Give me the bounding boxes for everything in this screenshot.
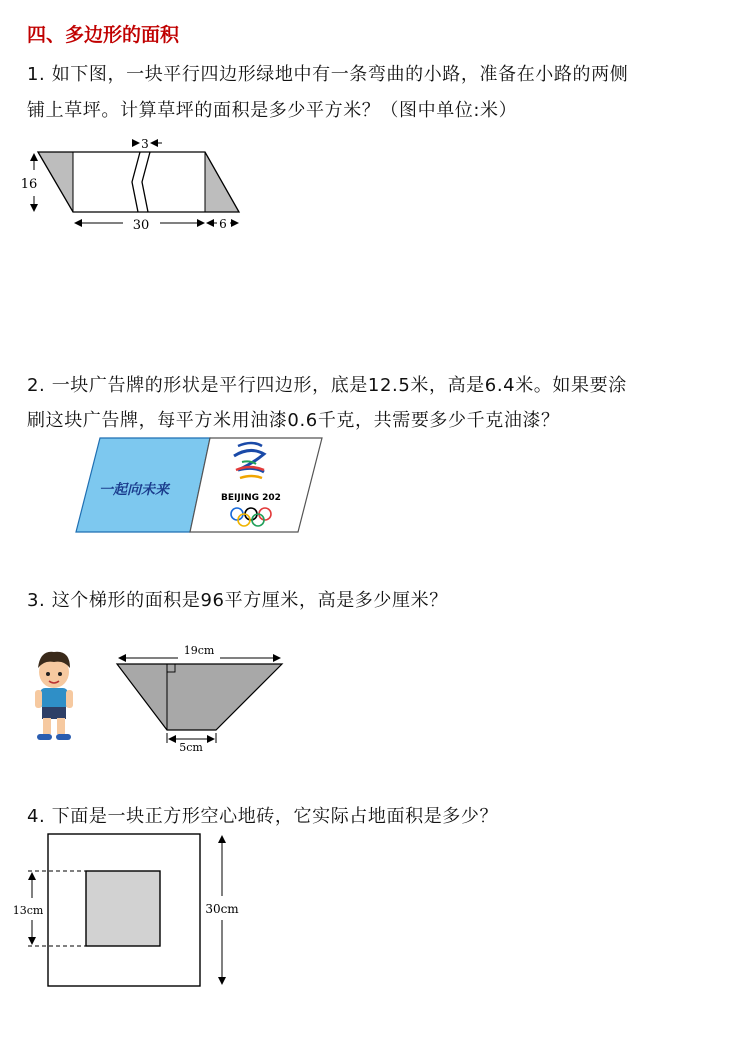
- q4-inner-square: [86, 871, 160, 946]
- q3-text-line1: 3. 这个梯形的面积是96平方厘米，高是多少厘米？: [27, 590, 448, 611]
- q3-top-label: 19cm: [183, 644, 215, 657]
- boy-cartoon-icon: [24, 650, 84, 745]
- q3-bottom-label: 5cm: [179, 741, 203, 754]
- q1-height-label: 16: [20, 177, 38, 192]
- q1-offset-label: 6: [219, 217, 227, 231]
- q1-text-line2: 铺上草坪。计算草坪的面积是多少平方米？（图中单位:米）: [27, 100, 518, 121]
- q1-base-label: 30: [132, 218, 150, 233]
- q3-trapezoid: [117, 664, 282, 730]
- q1-path-left-edge: [132, 152, 140, 212]
- q3-trapezoid-figure: [108, 640, 293, 755]
- q2-slogan: 一起向未来: [99, 482, 169, 498]
- q4-outer-label: 30cm: [205, 902, 239, 916]
- q4-text-line1: 4. 下面是一块正方形空心地砖，它实际占地面积是多少？: [27, 806, 499, 827]
- q1-text-line1: 1. 如下图，一块平行四边形绿地中有一条弯曲的小路，准备在小路的两侧: [27, 64, 629, 85]
- section-title: 四、多边形的面积: [27, 24, 180, 46]
- q2-text-line1: 2. 一块广告牌的形状是平行四边形，底是12.5米，高是6.4米。如果要涂: [27, 375, 627, 396]
- q1-parallelogram-figure: [20, 132, 260, 242]
- q1-path-width-label: 3: [141, 137, 149, 151]
- q2-text-line2: 刷这块广告牌，每平方米用油漆0.6千克，共需要多少千克油漆？: [27, 410, 560, 431]
- q4-tile-figure: [8, 828, 258, 994]
- q4-inner-label: 13cm: [12, 904, 44, 917]
- q2-logo-text: BEIJING 202: [221, 493, 281, 503]
- q2-billboard-figure: [70, 432, 330, 538]
- q1-path-right-edge: [142, 152, 150, 212]
